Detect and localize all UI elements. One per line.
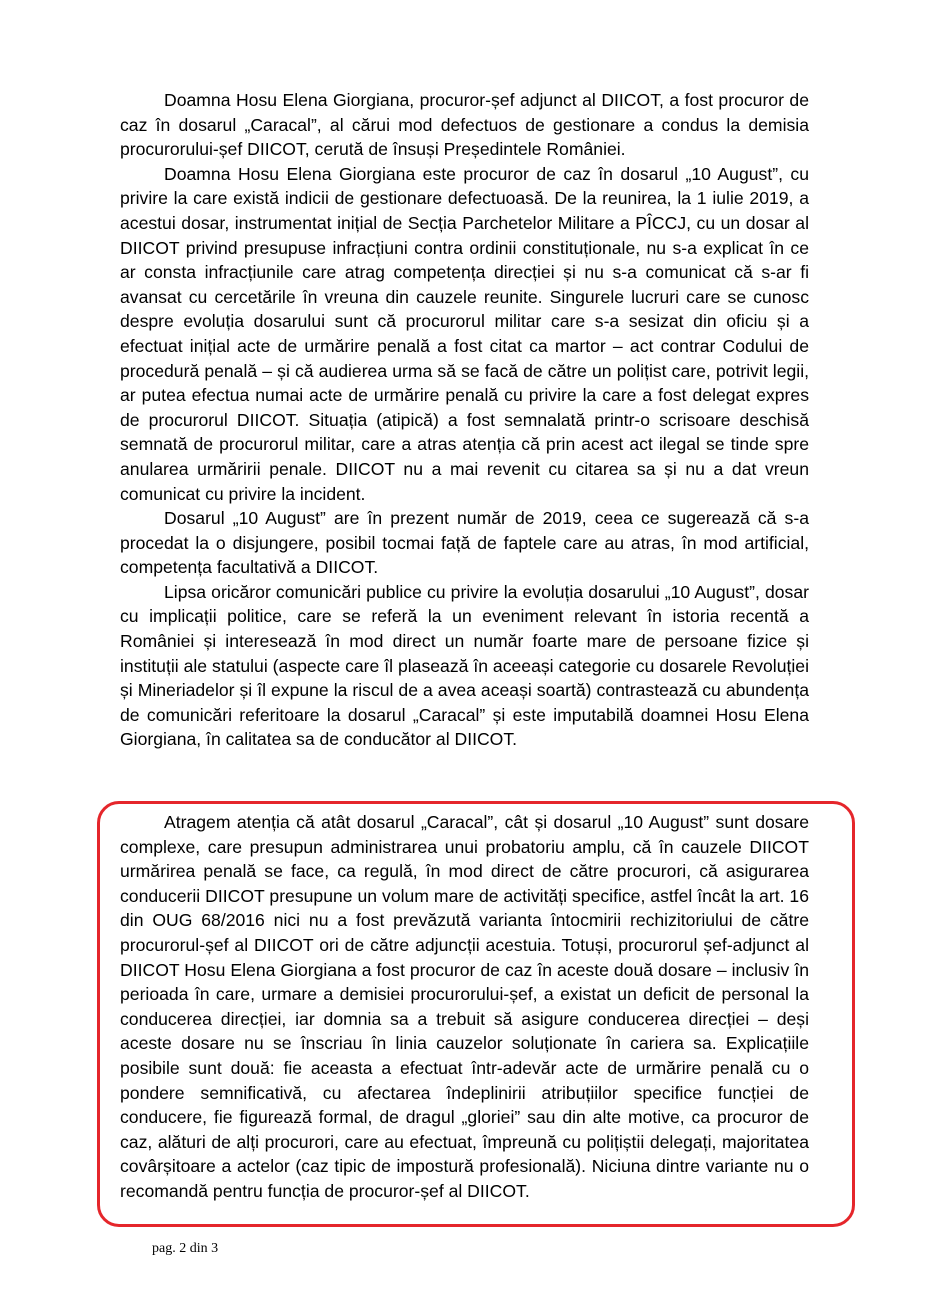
highlighted-paragraph: Atragem atenția că atât dosarul „Caracal”, cât și dosarul „10 August” sunt dosare complexe, care presupun administrarea unui probatoriu amplu, că în cauzele DIICOT urmărirea penală se face, ca regulă, în mod direct de către procurori, că asigurarea conducerii DIICOT presupune un volum mare de activități specifice, astfel încât la art. 16 din OUG 68/2016 nici nu a fost prevăzută varianta întocmirii rechizitoriului de către procurorul-șef al DIICOT ori de către adjuncții acestuia. Totuși, procurorul șef-adjunct al DIICOT Hosu Elena Giorgiana a fost procuror de caz în aceste două dosare – inclusiv în perioada în care, urmare a demisiei procurorului-șef, a existat un deficit de personal la conducerea direcției, iar domnia sa a trebuit să asigure conducerea direcției – deși aceste dosare nu se înscriau în linia cauzelor soluționate în cariera sa. Explicațiile posibile sunt două: fie aceasta a efectuat într-adevăr acte de urmărire penală cu o pondere semnificativă, cu afectarea îndeplinirii atribuțiilor specifice funcției de conducere, fie figurează formal, de dragul „gloriei” sau din alte motive, ca procuror de caz, alături de alți procurori, care au efectuat, împreună cu polițiștii delegați, majoritatea covârșitoare a actelor (caz tipic de impostură profesională). Niciuna dintre variante nu o recomandă pentru funcția de procuror-șef al DIICOT. <box>120 812 809 1201</box>
paragraph-2: Doamna Hosu Elena Giorgiana este procuror de caz în dosarul „10 August”, cu privire la care există indicii de gestionare defectuoasă. De la reunirea, la 1 iulie 2019, a acestui dosar, instrumentat inițial de Secția Parchetelor Militare a PÎCCJ, cu un dosar al DIICOT privind presupuse infracțiuni contra ordinii constituționale, nu s-a explicat în ce ar consta infracțiunile care atrag competența direcției și nu s-a comunicat că s-ar fi avansat cu cercetările în vreuna din cauzele reunite. Singurele lucruri care se cunosc despre evoluția dosarului sunt că procurorul militar care s-a sesizat din oficiu și a efectuat inițial acte de urmărire penală a fost citat ca martor – act contrar Codului de procedură penală – și că audierea urma să se facă de către un polițist care, potrivit legii, ar putea efectua numai acte de urmărire penală cu privire la care a fost delegat expres de procurorul DIICOT. Situația (atipică) a fost semnalată printr-o scrisoare deschisă semnată de procurorul militar, care a atras atenția că prin acest act ilegal se tinde spre anularea urmăririi penale. DIICOT nu a mai revenit cu citarea sa și nu a dat vreun comunicat cu privire la incident. <box>120 163 809 504</box>
paragraph-3: Dosarul „10 August” are în prezent număr de 2019, ceea ce sugerează că s-a procedat la o disjungere, posibil tocmai față de faptele care au atras, în mod artificial, competența facultativă a DIICOT. <box>120 508 809 578</box>
paragraph-1: Doamna Hosu Elena Giorgiana, procuror-șef adjunct al DIICOT, a fost procuror de caz în dosarul „Caracal”, al cărui mod defectuos de gestionare a condus la demisia procurorului-șef DIICOT, cerută de însuși Președintele României. <box>120 90 809 160</box>
highlighted-section <box>120 810 809 1204</box>
document-body <box>120 88 809 752</box>
page-number-footer: pag. 2 din 3 <box>152 1241 219 1256</box>
paragraph-4: Lipsa oricăror comunicări publice cu privire la evoluția dosarului „10 August”, dosar cu implicații politice, care se referă la un eveniment relevant în istoria recentă a României și interesează în mod direct un număr foarte mare de persoane fizice și instituții ale statului (aspecte care îl plasează în aceeași categorie cu dosarele Revoluției și Mineriadelor și îl expune la riscul de a avea aceași soartă) contrastează cu abundența de comunicări referitoare la dosarul „Caracal” și este imputabilă doamnei Hosu Elena Giorgiana, în calitatea sa de conducător al DIICOT. <box>120 581 809 750</box>
